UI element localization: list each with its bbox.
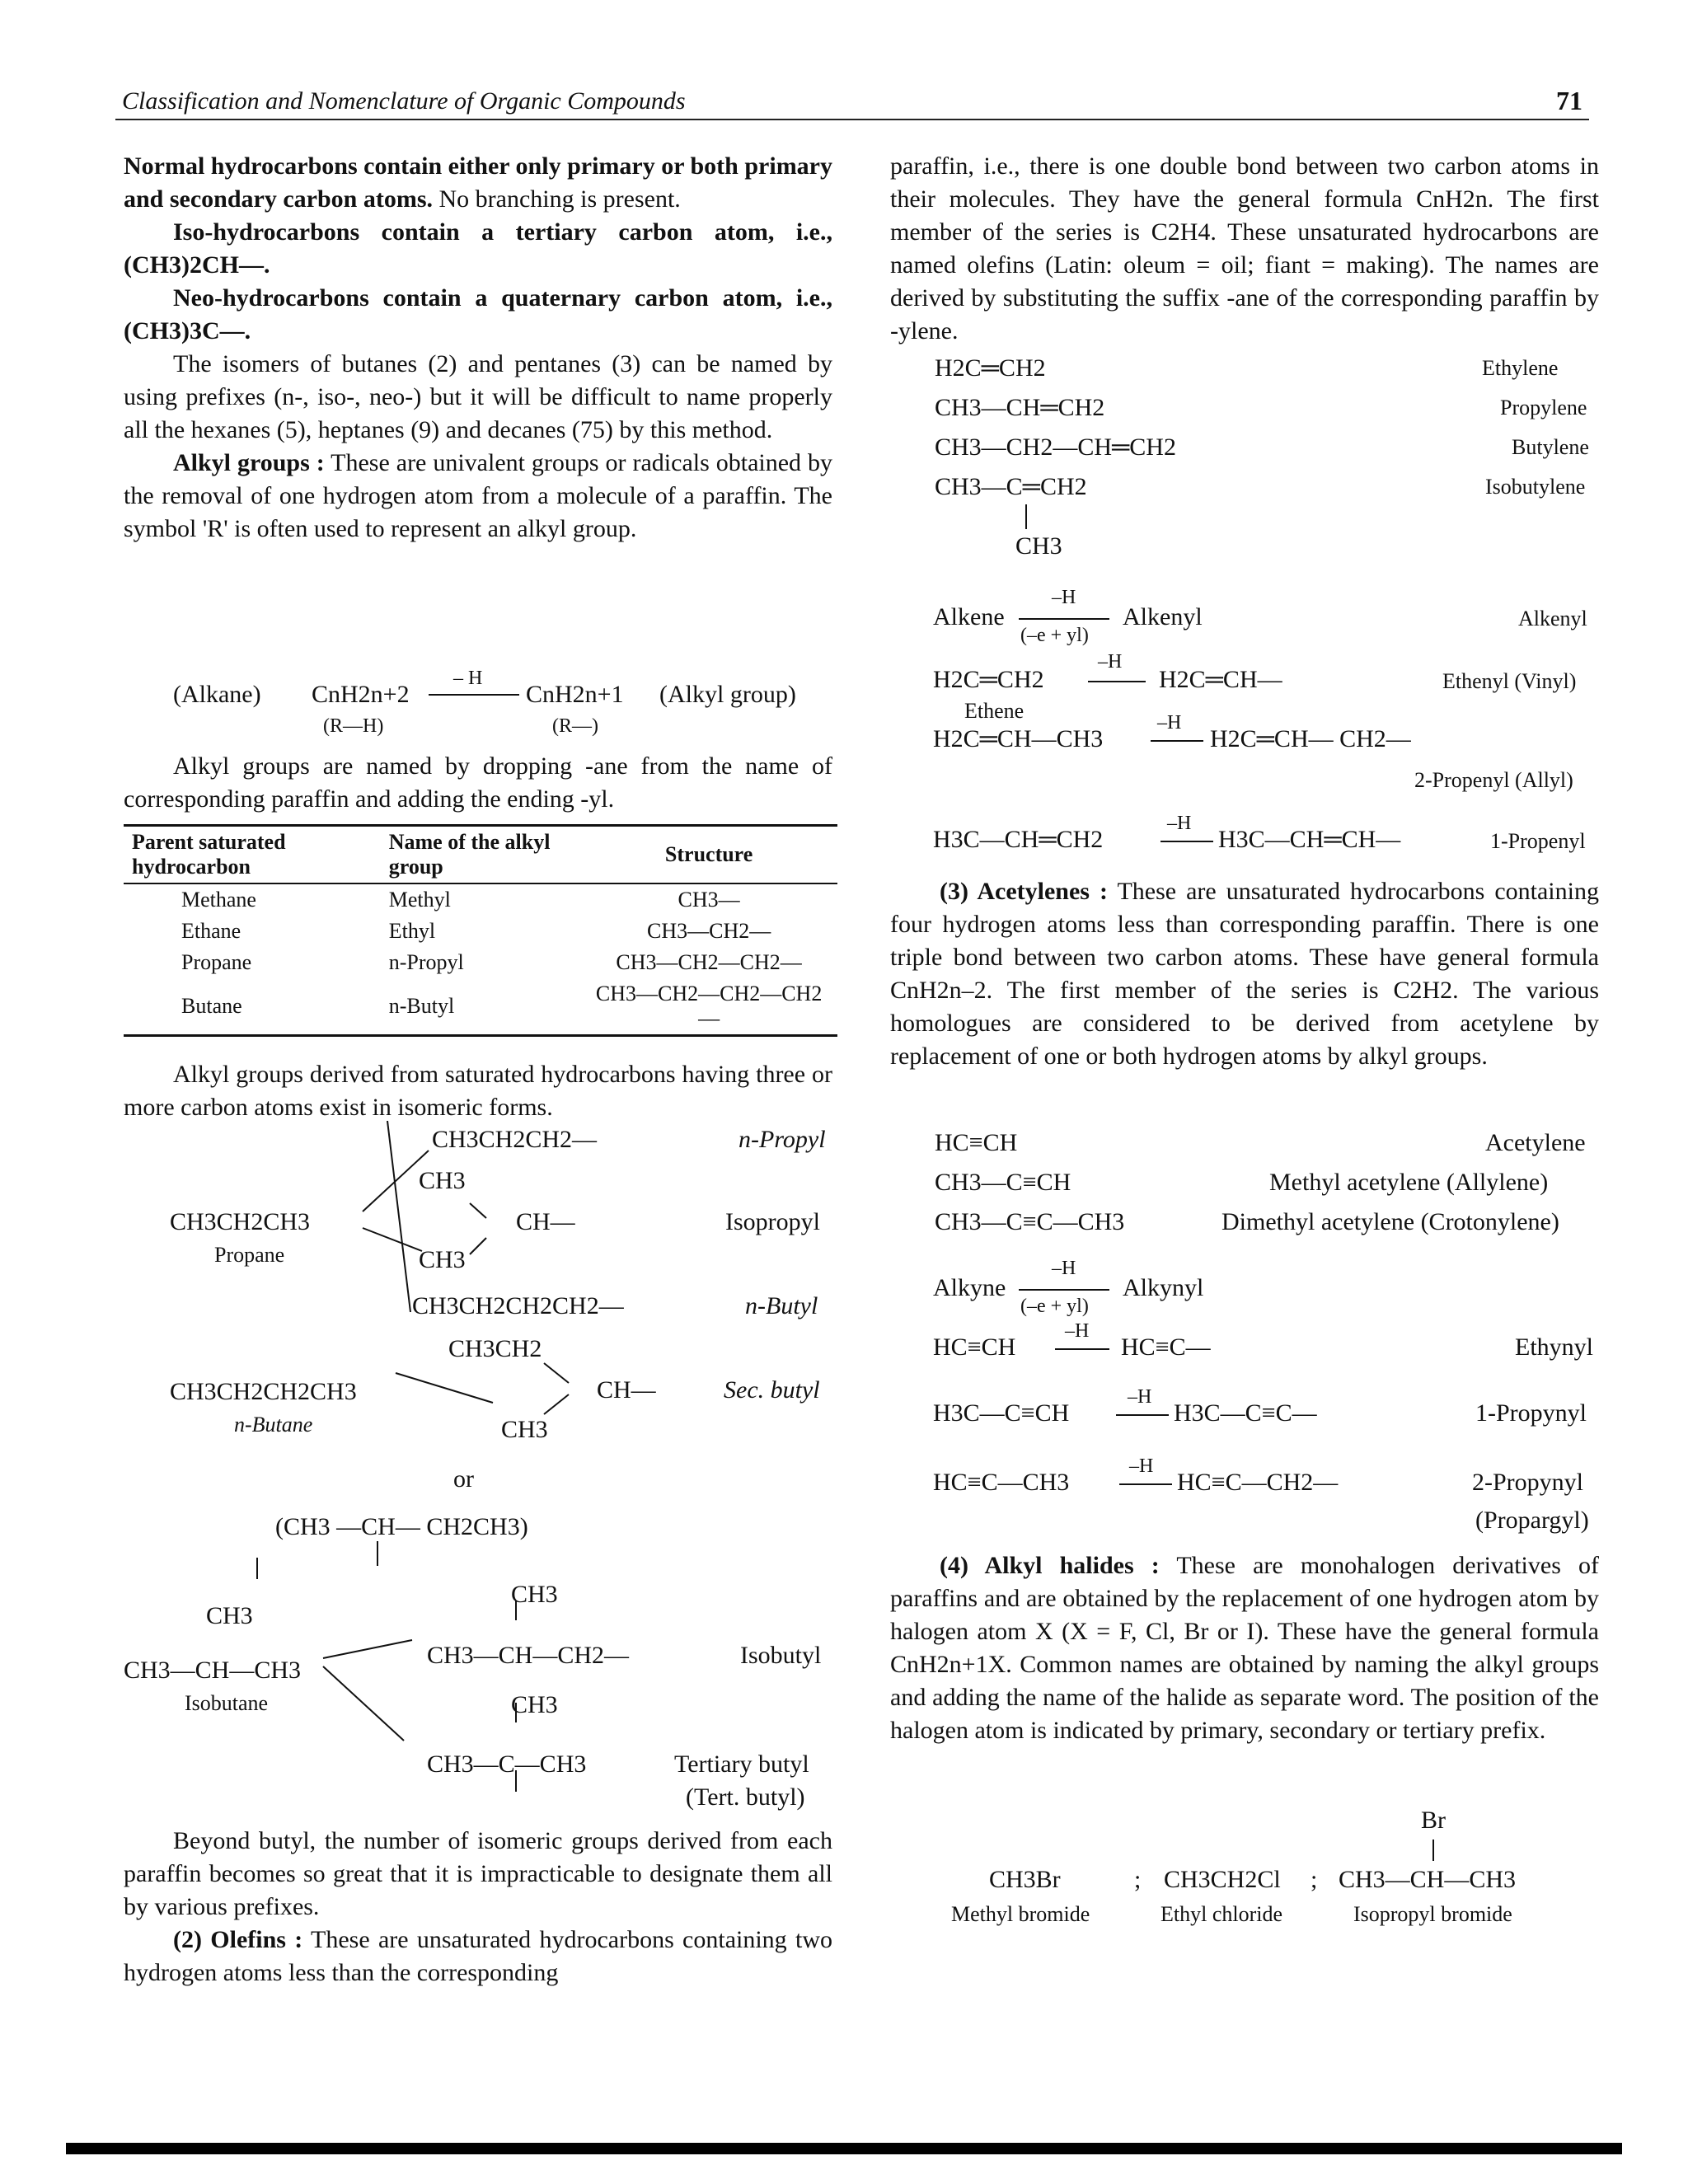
isobutane-ch3-top: CH3 [206, 1602, 253, 1629]
table-cell: CH3— [678, 888, 740, 912]
alkyl-halides-heading: (4) Alkyl halides : [940, 1552, 1160, 1579]
alkynyl-reactant: HC≡CH [933, 1333, 1016, 1361]
alkenyl-product: H2C═CH— CH2— [1210, 725, 1411, 752]
alkene-eq-left: Alkene [933, 603, 1005, 630]
alkyl-naming-text [124, 750, 832, 816]
left-intro-text [124, 150, 832, 546]
isobutane-formula: CH3—CH—CH3 [124, 1657, 302, 1684]
nbutyl-structure: CH3CH2CH2CH2— [412, 1292, 624, 1319]
olefin-name: Butylene [1512, 435, 1589, 459]
halide-name: Isopropyl bromide [1353, 1902, 1512, 1926]
alkyne-eq-bottom: (–e + yl) [1020, 1296, 1089, 1317]
alkynyl-arrow [1119, 1483, 1172, 1485]
propane-formula: CH3CH2CH3 [170, 1208, 311, 1235]
table-row [124, 978, 837, 1034]
table-cell: CH3—CH2— [646, 919, 771, 943]
olefins-heading: (2) Olefins : [173, 1926, 303, 1953]
alkynyl-arrow [1055, 1348, 1109, 1350]
alkynyl-name: 1-Propynyl [1475, 1399, 1587, 1427]
table-cell: CH3—CH2—CH2—CH2— [595, 982, 823, 1030]
halide-name: Ethyl chloride [1160, 1902, 1283, 1926]
olefin-formula: CH3—C═CH2 [935, 473, 1087, 500]
alkyl-groups-text: These are univalent groups or radicals obtained by the removal of one hydrogen atom from a molecule of a paraffin. The symbol 'R' is often used to represent an alkyl group. [124, 449, 832, 542]
alkenyl-arrow-label: –H [1098, 651, 1123, 673]
alkenyl-reactant: H2C═CH2 [933, 666, 1044, 693]
isobutane-name: Isobutane [185, 1691, 269, 1715]
alkane-sub: (R—H) [323, 715, 384, 737]
iso-hydrocarbons-def: Iso-hydrocarbons contain a tertiary carbon atom, i.e., (CH3)2CH—. [124, 218, 832, 279]
alkynyl-arrow-label: –H [1129, 1455, 1154, 1477]
propane-name: Propane [214, 1243, 285, 1267]
acetylenes-text [890, 875, 1599, 1073]
isomer-paragraph: The isomers of butanes (2) and pentanes (3) can be named by using prefixes (n-, iso-, neo-) but it will be difficult to name properly all the hexanes (5), heptanes (9) and decanes (75) by this method. [124, 350, 832, 443]
col-parent: Parent saturated hydrocarbon [132, 830, 286, 879]
alkyne-arrow [1019, 1289, 1109, 1291]
header-rule [115, 119, 1589, 120]
alkyl-formula: CnH2n+1 [526, 681, 624, 708]
table-cell: Butane [181, 994, 242, 1018]
alkynyl-arrow-label: –H [1128, 1386, 1152, 1408]
alkyl-table [124, 827, 837, 1034]
halide-br-label: Br [1421, 1807, 1446, 1834]
alkynyl-reactant: H3C—C≡CH [933, 1399, 1070, 1427]
table-cell: Ethane [181, 919, 241, 943]
isobutyl-structure: CH3—CH—CH2— [427, 1642, 630, 1669]
alkene-arrow [1019, 618, 1109, 620]
butane-formula: CH3CH2CH2CH3 [170, 1378, 357, 1405]
or-label: or [453, 1465, 474, 1493]
isobutyl-name: Isobutyl [740, 1642, 822, 1669]
halide-formula: CH3CH2Cl [1164, 1866, 1281, 1893]
alkane-label: (Alkane) [173, 681, 261, 708]
page-bottom-bar [66, 2143, 1622, 2154]
alkenyl-product: H2C═CH— [1159, 666, 1282, 693]
beyond-butyl-paragraph: Beyond butyl, the number of isomeric groups derived from each paraffin becomes so great that it is impracticable to designate them all by various prefixes. [124, 1827, 832, 1920]
neo-hydrocarbons-def: Neo-hydrocarbons contain a quaternary carbon atom, i.e., (CH3)3C—. [124, 284, 832, 344]
olefin-name: Ethylene [1482, 356, 1559, 380]
alkyl-group-label: (Alkyl group) [659, 681, 796, 708]
alkene-eq-bottom: (–e + yl) [1020, 625, 1089, 646]
alkyne-formula: CH3—C≡CH [935, 1169, 1071, 1196]
olefin-name: Isobutylene [1485, 475, 1586, 499]
alkynyl-arrow [1116, 1414, 1169, 1416]
alkynyl-product: H3C—C≡C— [1174, 1399, 1317, 1427]
table-row [124, 916, 837, 947]
alkenyl-name: 1-Propenyl [1490, 829, 1586, 853]
olefins-text-start: These are unsaturated hydrocarbons containing two hydrogen atoms less than the corresponding [124, 1926, 832, 1986]
right-intro-text [890, 150, 1599, 348]
alkyne-name: Methyl acetylene (Allylene) [1269, 1169, 1549, 1196]
table-cell: n-Propyl [388, 950, 464, 974]
alkyne-name: Acetylene [1485, 1129, 1586, 1156]
ethene-label: Ethene [964, 699, 1025, 723]
alkene-eq-name: Alkenyl [1518, 607, 1587, 630]
alkyl-arrow [429, 694, 519, 696]
running-header-title: Classification and Nomenclature of Organic Compounds [122, 87, 686, 115]
alkenyl-reactant: H3C—CH═CH2 [933, 826, 1104, 853]
acetylenes-paragraph: These are unsaturated hydrocarbons containing four hydrogen atoms less than corresponding paraffin. There is one triple bond between two carbon atoms. These have general formula CnH2n–2. The first member of the series is C2H2. The various homologues are considered to be derived from acetylene by replacement of one or both hydrogen atoms by alkyl groups. [890, 878, 1599, 1070]
alkene-eq-right: Alkenyl [1123, 603, 1203, 630]
secbutyl-name: Sec. butyl [724, 1376, 820, 1404]
isopropyl-ch: CH— [516, 1208, 575, 1235]
table-cell: n-Butyl [388, 994, 455, 1018]
alkynyl-reactant: HC≡C—CH3 [933, 1469, 1070, 1496]
alkyl-halides-text [890, 1549, 1599, 1747]
table-cell: Methyl [388, 888, 451, 912]
alkyl-arrow-label: – H [453, 668, 483, 689]
secbutyl-ch3: CH3 [501, 1416, 548, 1443]
isomeric-forms-text [124, 1058, 832, 1124]
tbutyl-ch3-top: CH3 [511, 1691, 558, 1718]
table-cell: Propane [181, 950, 252, 974]
npropyl-name: n-Propyl [738, 1126, 826, 1153]
olefin-formula: CH3—CH2—CH═CH2 [935, 434, 1176, 461]
alkynyl-name: 2-Propynyl [1472, 1469, 1583, 1496]
secbutyl-ch: CH— [597, 1376, 656, 1404]
alkyl-halides-paragraph: These are monohalogen derivatives of paraffins and are obtained by the replacement of one hydrogen atom by halogen atom X (X = F, Cl, Br or I). These have the general formula CnH2n+1X. Common names are obtained by naming the alkyl groups and adding the name of the halide as separate word. The position of the halogen atom is indicated by primary, secondary or tertiary prefix. [890, 1552, 1599, 1744]
alkyne-eq-left: Alkyne [933, 1274, 1006, 1301]
alkyne-eq-top: –H [1052, 1258, 1076, 1279]
alkyne-eq-right: Alkynyl [1123, 1274, 1204, 1301]
isopropyl-name: Isopropyl [725, 1208, 820, 1235]
normal-hydrocarbons-note: No branching is present. [433, 185, 681, 213]
col-name: Name of the alkyl group [388, 830, 551, 879]
alkenyl-name: Ethenyl (Vinyl) [1442, 669, 1577, 693]
olefin-formula: CH3—CH═CH2 [935, 394, 1105, 421]
halide-formula: CH3—CH—CH3 [1339, 1866, 1517, 1893]
alkyne-formula: CH3—C≡C—CH3 [935, 1208, 1125, 1235]
npropyl-structure: CH3CH2CH2— [432, 1126, 598, 1153]
alkynyl-product: HC≡C— [1121, 1333, 1211, 1361]
olefins-text-cont: paraffin, i.e., there is one double bond between two carbon atoms in their molecules. They have the general formula CnH2n. The first member of the series is C2H4. These unsaturated hydrocarbons are named olefins (Latin: oleum = oil; fiant = making). The names are derived by substituting the suffix -ane of the corresponding paraffin by -ylene. [890, 152, 1599, 344]
table-row [124, 883, 837, 916]
alkenyl-arrow [1151, 740, 1203, 742]
normal-hydrocarbons-def: Normal hydrocarbons contain either only primary or both primary and secondary carbon atoms. [124, 152, 832, 213]
nbutyl-name: n-Butyl [745, 1292, 818, 1319]
alkynyl-arrow-label: –H [1065, 1320, 1090, 1342]
propargyl-name: (Propargyl) [1475, 1507, 1589, 1534]
olefin-formula: H2C═CH2 [935, 354, 1046, 382]
halide-separator: ; [1134, 1866, 1142, 1893]
alkane-formula: CnH2n+2 [312, 681, 410, 708]
alkenyl-arrow [1088, 681, 1146, 682]
table-header-row [124, 827, 837, 883]
halide-name: Methyl bromide [951, 1902, 1090, 1926]
isobutyl-ch3-top: CH3 [511, 1581, 558, 1608]
alkynyl-product: HC≡C—CH2— [1177, 1469, 1339, 1496]
tbutyl-structure: CH3—C—CH3 [427, 1750, 587, 1778]
alkenyl-arrow-label: –H [1167, 813, 1192, 834]
isopropyl-ch3-bottom: CH3 [419, 1246, 466, 1273]
halide-bond [1432, 1840, 1434, 1861]
isobutylene-bond [1025, 504, 1027, 529]
acetylenes-heading: (3) Acetylenes : [940, 878, 1108, 905]
table-row [124, 947, 837, 978]
left-closing-text [124, 1825, 832, 1990]
secbutyl-ch3ch2: CH3CH2 [448, 1335, 542, 1362]
alkyl-table-wrapper [124, 824, 837, 1037]
alkyl-sub: (R—) [552, 715, 598, 737]
alkyl-groups-heading: Alkyl groups : [173, 449, 325, 476]
alkenyl-arrow-label: –H [1157, 712, 1182, 733]
secbutyl-alt-structure: (CH3 —CH— CH2CH3) [275, 1513, 528, 1540]
col-structure: Structure [664, 842, 753, 866]
page-number: 71 [1556, 86, 1582, 115]
alkenyl-name: 2-Propenyl (Allyl) [1414, 768, 1573, 792]
tbutyl-name: Tertiary butyl [674, 1750, 809, 1778]
tbutyl-name-alt: (Tert. butyl) [686, 1783, 805, 1811]
alkenyl-product: H3C—CH═CH— [1218, 826, 1401, 853]
table-cell: CH3—CH2—CH2— [616, 950, 802, 974]
butane-name: n-Butane [234, 1413, 313, 1436]
alkyl-naming-paragraph: Alkyl groups are named by dropping -ane from the name of corresponding paraffin and adding the ending -yl. [124, 752, 832, 813]
table-cell: Ethyl [388, 919, 436, 943]
isobutylene-branch: CH3 [1015, 532, 1062, 560]
alkynyl-name: Ethynyl [1515, 1333, 1593, 1361]
alkenyl-reactant: H2C═CH—CH3 [933, 725, 1104, 752]
alkene-eq-top: –H [1052, 587, 1076, 608]
isomeric-forms-paragraph: Alkyl groups derived from saturated hydrocarbons having three or more carbon atoms exist in isomeric forms. [124, 1061, 832, 1121]
table-cell: Methane [181, 888, 256, 912]
halide-formula: CH3Br [989, 1866, 1061, 1893]
alkenyl-arrow [1160, 841, 1213, 842]
isopropyl-ch3-top: CH3 [419, 1167, 466, 1194]
olefin-name: Propylene [1500, 396, 1587, 419]
alkyne-formula: HC≡CH [935, 1129, 1018, 1156]
alkyne-name: Dimethyl acetylene (Crotonylene) [1221, 1208, 1559, 1235]
halide-separator: ; [1311, 1866, 1318, 1893]
